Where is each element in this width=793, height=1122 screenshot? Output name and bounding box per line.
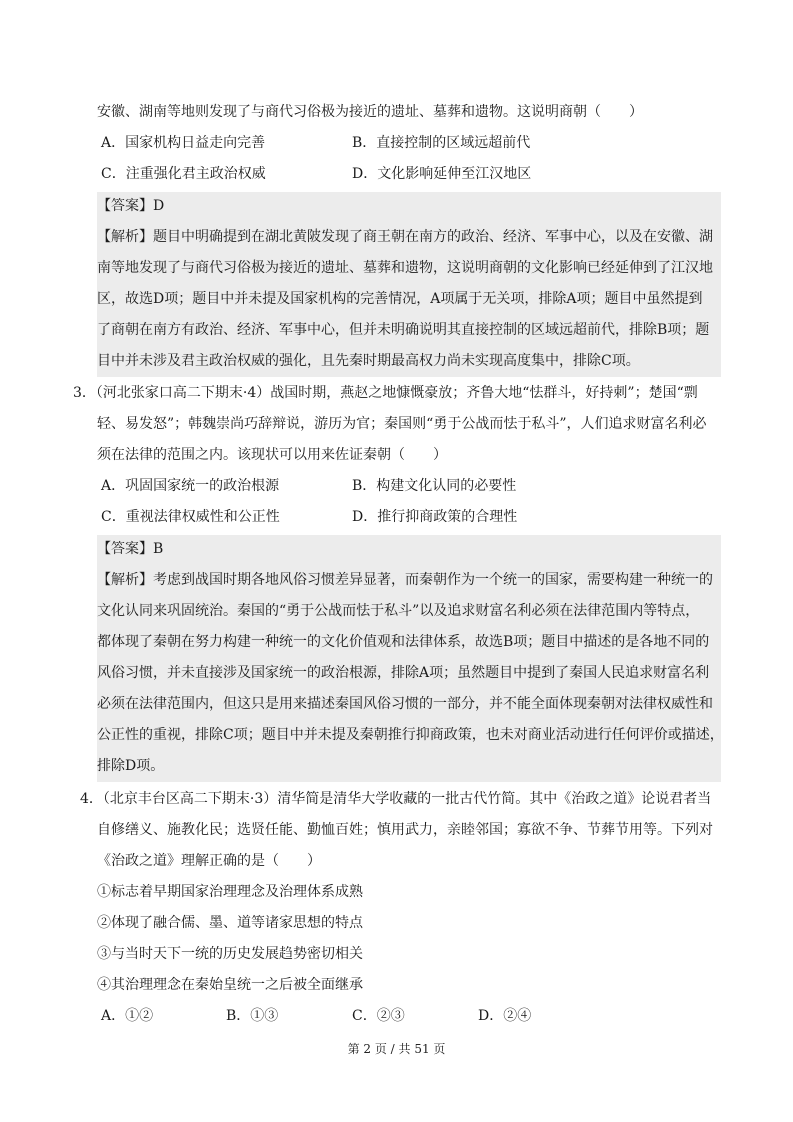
q3-analysis-line: 文化认同来巩固统治。秦国的“勇于公战而怯于私斗”以及追求财富名利必须在法律范围内等特点， — [97, 603, 700, 619]
q4-option-b: B．①③ — [226, 1008, 279, 1024]
q2-answer: 【答案】D — [97, 198, 165, 214]
q4-item: ③与当时天下一统的历史发展趋势密切相关 — [97, 946, 363, 962]
q4-option-c: C．②③ — [352, 1008, 405, 1024]
q3-option-c: C．重视法律权威性和公正性 — [101, 509, 280, 525]
q4-stem-line: 4．（北京丰台区高二下期末·3）清华简是清华大学收藏的一批古代竹简。其中《治政之道》论说君者当 — [80, 791, 712, 807]
q3-analysis-line: 公正性的重视，排除C项；题目中并未提及秦朝推行抑商政策，也未对商业活动进行任何评价或描述， — [97, 727, 724, 743]
q2-option-d: D．文化影响延伸至江汉地区 — [352, 166, 532, 182]
q2-analysis-line: 了商朝在南方有政治、经济、军事中心，但并未明确说明其直接控制的区域远超前代，排除B项；题 — [97, 322, 710, 338]
q2-stem-tail: 安徽、湖南等地则发现了与商代习俗极为接近的遗址、墓葬和遗物。这说明商朝（ ） — [97, 104, 643, 120]
q4-item: ④其治理理念在秦始皇统一之后被全面继承 — [97, 977, 363, 993]
q3-option-b: B．构建文化认同的必要性 — [352, 478, 517, 494]
q2-option-c: C．注重强化君主政治权威 — [101, 166, 266, 182]
q2-analysis-line: 【解析】题目中明确提到在湖北黄陂发现了商王朝在南方的政治、经济、军事中心，以及在安徽、湖 — [97, 229, 713, 245]
q3-analysis-line: 必须在法律范围内，但这只是用来描述秦国风俗习惯的一部分，并不能全面体现秦朝对法律权威性和 — [97, 696, 713, 712]
q3-option-a: A．巩固国家统一的政治根源 — [101, 478, 280, 494]
q3-option-d: D．推行抑商政策的合理性 — [352, 509, 518, 525]
q4-option-a: A．①② — [101, 1008, 154, 1024]
q2-option-b: B．直接控制的区域远超前代 — [352, 135, 531, 151]
page-footer: 第 2 页 / 共 51 页 — [347, 1042, 446, 1056]
q4-item: ②体现了融合儒、墨、道等诸家思想的特点 — [97, 915, 363, 931]
q3-analysis-line: 排除D项。 — [97, 758, 165, 774]
q3-stem-line: 3．（河北张家口高二下期末·4）战国时期，燕赵之地慷慨豪放；齐鲁大地“怯群斗，好持刺”；楚国“剽 — [73, 385, 698, 401]
q2-answer-block — [97, 192, 721, 377]
q2-option-a: A．国家机构日益走向完善 — [101, 135, 266, 151]
q4-stem-line: 《治政之道》理解正确的是（ ） — [97, 853, 321, 869]
q4-stem-line: 自修缮义、施教化民；选贤任能、勤恤百姓；慎用武力，亲睦邻国；寡欲不争、节葬节用等。下列对 — [97, 822, 713, 838]
q3-analysis-line: 风俗习惯，并未直接涉及国家统一的政治根源，排除A项；虽然题目中提到了秦国人民追求财富名利 — [97, 665, 710, 681]
q3-stem-line: 轻、易发怒”；韩魏崇尚巧辞辩说，游历为官；秦国则“勇于公战而怯于私斗”，人们追求财富名利必 — [97, 416, 707, 432]
q4-option-d: D．②④ — [478, 1008, 532, 1024]
q3-stem-line: 须在法律的范围之内。该现状可以用来佐证秦朝（ ） — [97, 447, 447, 463]
q3-answer: 【答案】B — [97, 541, 164, 557]
q2-analysis-line: 南等地发现了与商代习俗极为接近的遗址、墓葬和遗物，这说明商朝的文化影响已经延伸到了江汉地 — [97, 260, 713, 276]
q2-analysis-line: 区，故选D项；题目中并未提及国家机构的完善情况，A项属于无关项，排除A项；题目中虽然提到 — [97, 291, 703, 307]
q3-analysis-line: 【解析】考虑到战国时期各地风俗习惯差异显著，而秦朝作为一个统一的国家，需要构建一种统一的 — [97, 572, 713, 588]
q2-analysis-line: 目中并未涉及君主政治权威的强化，且先秦时期最高权力尚未实现高度集中，排除C项。 — [97, 353, 640, 369]
q4-item: ①标志着早期国家治理理念及治理体系成熟 — [97, 884, 363, 900]
q3-analysis-line: 都体现了秦朝在努力构建一种统一的文化价值观和法律体系，故选B项；题目中描述的是各地不同的 — [97, 634, 710, 650]
